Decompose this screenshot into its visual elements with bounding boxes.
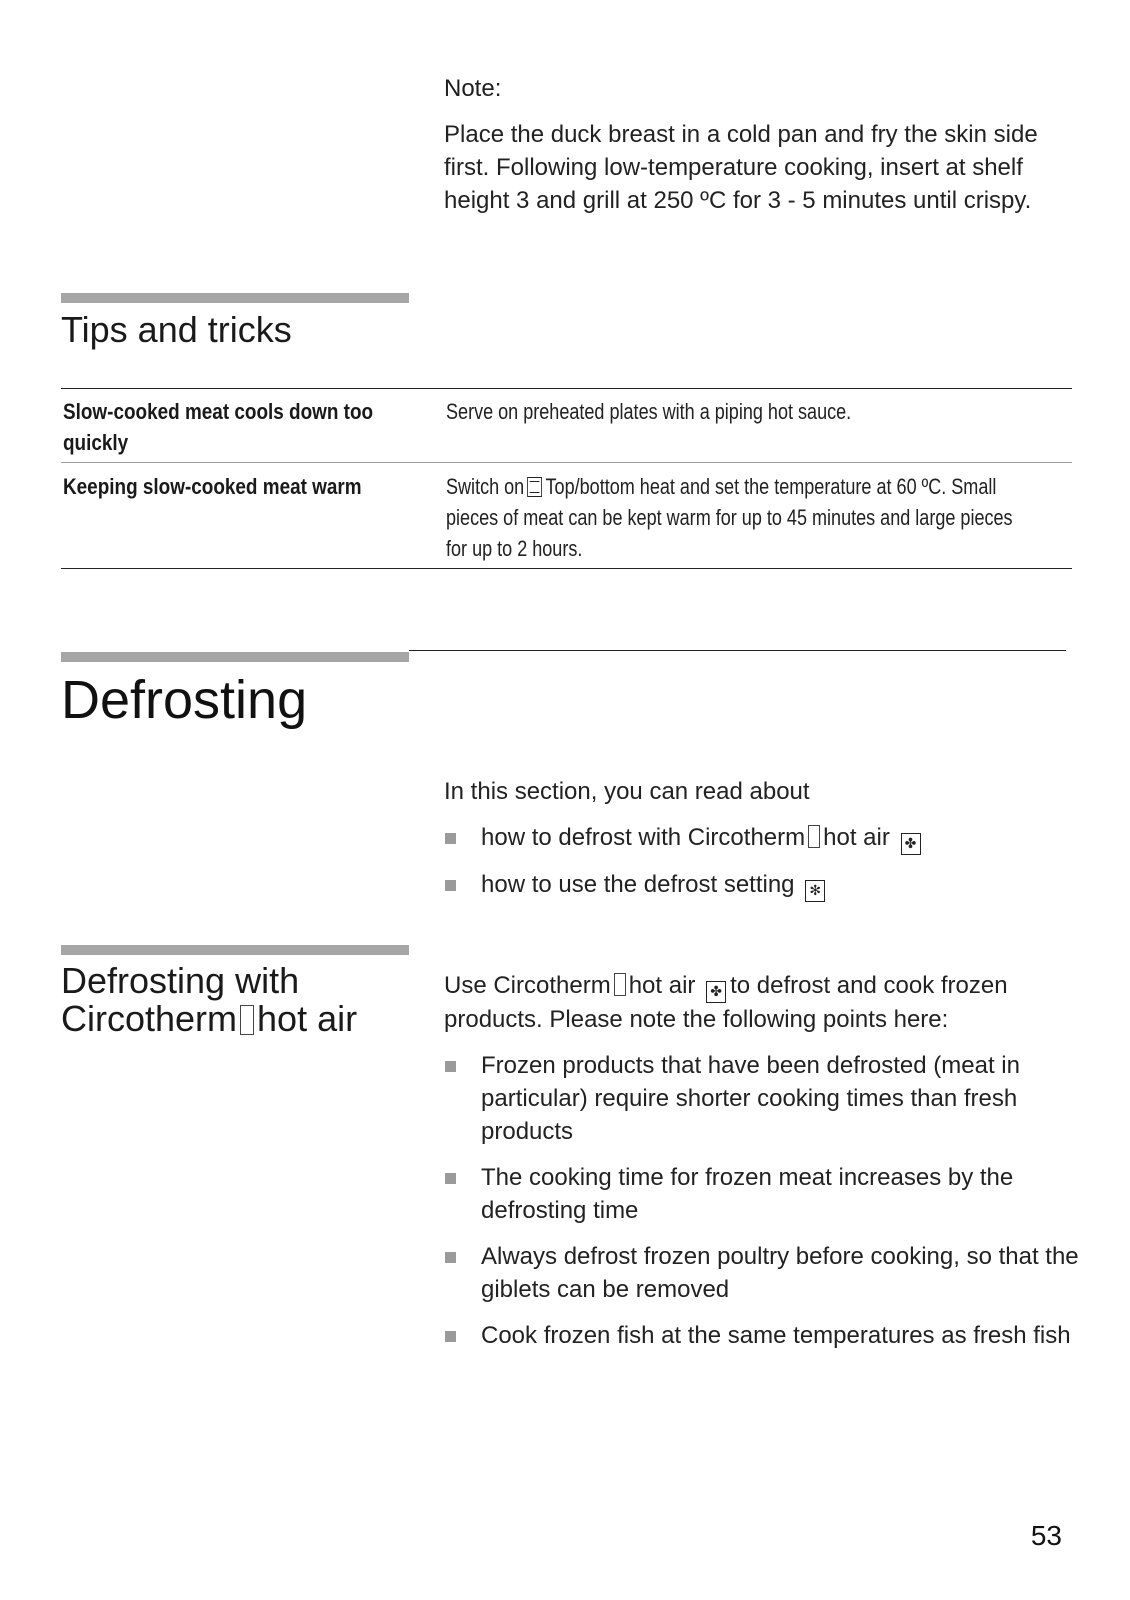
list-item-text: hot air xyxy=(823,824,890,851)
list-item-text: Cook frozen fish at the same temperatures as fresh fish xyxy=(481,1322,1071,1349)
defrosting-topics-list xyxy=(444,821,1084,902)
fan-hot-air-icon: ✤ xyxy=(901,833,921,855)
section-divider-bar xyxy=(61,652,409,662)
heading-line: Circotherm xyxy=(61,998,238,1039)
section-divider-bar xyxy=(61,945,409,955)
list-item xyxy=(444,821,1084,855)
circotherm-heading xyxy=(61,962,357,1038)
top-bottom-heat-icon xyxy=(528,477,543,497)
section-divider-bar xyxy=(61,293,409,303)
heading-line: hot air xyxy=(257,998,358,1039)
list-item xyxy=(444,868,1084,902)
circotherm-body xyxy=(444,969,1084,1365)
missing-glyph-icon xyxy=(240,1005,254,1035)
bullet-icon xyxy=(445,1331,456,1342)
tips-heading: Tips and tricks xyxy=(61,309,292,350)
intro-text: hot air xyxy=(628,972,696,999)
bullet-icon xyxy=(445,1252,456,1263)
table-row-solution: Serve on preheated plates with a piping hot sauce. xyxy=(446,399,852,424)
missing-glyph-icon xyxy=(614,973,626,996)
list-item-text: Always defrost frozen poultry before cooking, so that the giblets can be removed xyxy=(481,1243,1079,1303)
missing-glyph-icon xyxy=(808,825,820,848)
note-label: Note: xyxy=(444,75,502,102)
table-bottom-rule xyxy=(61,568,1072,569)
intro-text: to defrost and cook frozen products. Please note the following points here: xyxy=(444,972,1008,1033)
chapter-rule xyxy=(409,650,1066,651)
table-row-divider xyxy=(61,462,1072,463)
table-top-rule xyxy=(61,388,1072,389)
list-item-text: how to use the defrost setting xyxy=(481,871,795,898)
list-item xyxy=(444,1240,1084,1306)
list-item xyxy=(444,1049,1084,1148)
note-text: Place the duck breast in a cold pan and fry the skin side first. Following low-temperature cooking, insert at shelf height 3 and grill at 250 ºC for 3 - 5 minutes until crispy. xyxy=(444,121,1038,214)
table-row-problem: Slow-cooked meat cools down too quickly xyxy=(63,399,374,455)
defrost-setting-icon: ✻ xyxy=(805,880,825,902)
intro-text: Use Circotherm xyxy=(444,972,611,999)
intro-text: In this section, you can read about xyxy=(444,778,810,805)
heading-line: Defrosting with xyxy=(61,960,300,1001)
table-row-problem: Keeping slow-cooked meat warm xyxy=(63,474,362,499)
list-item xyxy=(444,1319,1084,1352)
bullet-icon xyxy=(445,1173,456,1184)
bullet-icon xyxy=(445,833,456,844)
solution-pre: Switch on xyxy=(446,474,525,499)
page-number: 53 xyxy=(1030,1520,1062,1551)
list-item-text: how to defrost with Circotherm xyxy=(481,824,806,851)
circotherm-intro xyxy=(444,969,1084,1036)
list-item-text: The cooking time for frozen meat increases by the defrosting time xyxy=(481,1164,1014,1224)
fan-hot-air-icon: ✤ xyxy=(706,981,726,1003)
table-row-solution xyxy=(446,471,1036,564)
list-item xyxy=(444,1161,1084,1227)
solution-post: Top/bottom heat and set the temperature at 60 ºC. Small pieces of meat can be kept warm for up to 45 minutes and large pieces for up to 2 hours. xyxy=(446,474,1013,561)
bullet-icon xyxy=(445,880,456,891)
defrosting-intro xyxy=(444,775,1084,915)
bullet-icon xyxy=(445,1061,456,1072)
defrosting-heading: Defrosting xyxy=(61,670,308,730)
list-item-text: Frozen products that have been defrosted (meat in particular) require shorter cooking times than fresh products xyxy=(481,1052,1020,1145)
circotherm-points-list xyxy=(444,1049,1084,1352)
